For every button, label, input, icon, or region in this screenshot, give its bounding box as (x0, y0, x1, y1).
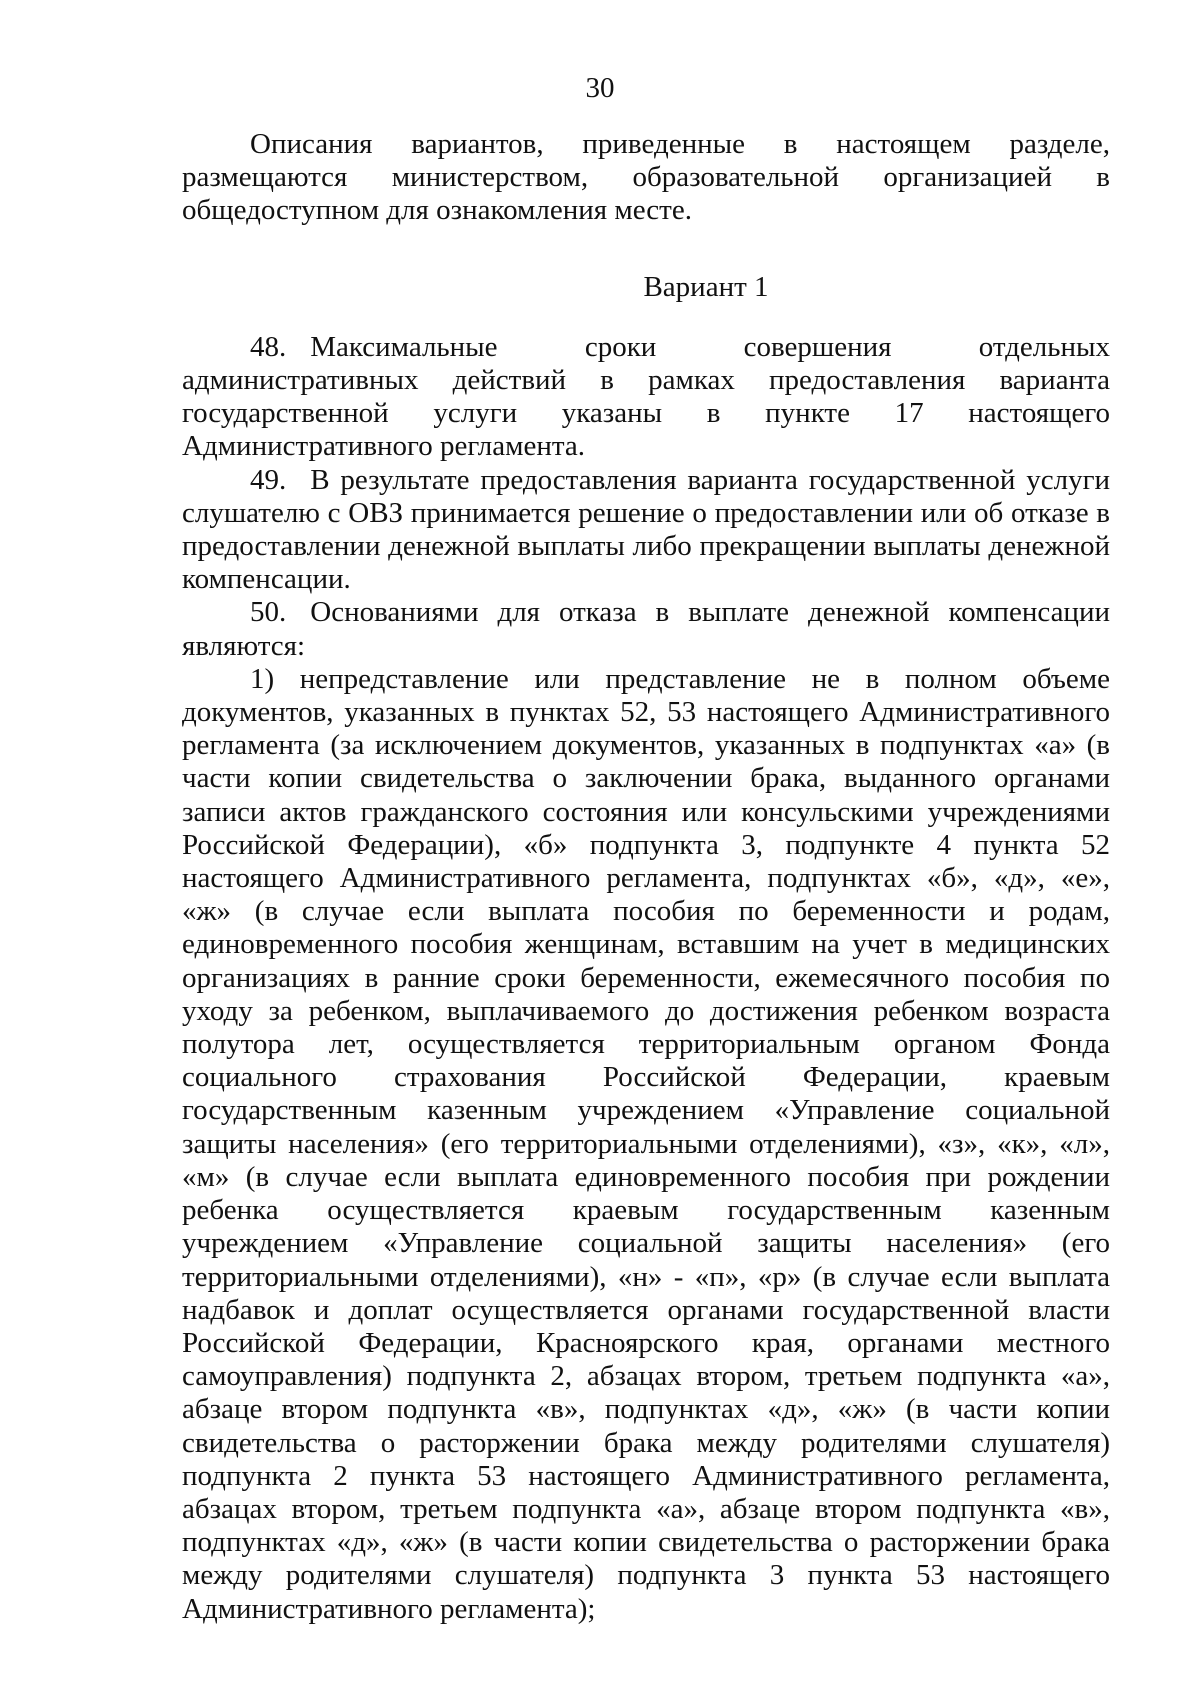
paragraph-number: 50. (250, 596, 287, 629)
paragraph-text: В результате предоставления варианта государственной услуги слушателю с ОВЗ принимается решение о предоставлении или об отказе в предоставлении денежной выплаты либо прекращении выплаты денежной компенсации. (182, 463, 1110, 596)
variant-heading: Вариант 1 (643, 270, 769, 303)
document-body (182, 128, 1110, 1626)
subitem-1: 1) непредставление или представление не в полном объеме документов, указанных в пунктах 52, 53 настоящего Административного регламента (за исключением документов, указанных в подпунктах «а» (в части копии свидетельства о заключении брака, выданного органами записи актов гражданского состояния или консульскими учреждениями Российской Федерации), «б» подпункта 3, подпункте 4 пункта 52 настоящего Административного регламента, подпунктах «б», «д», «е», «ж» (в случае если выплата пособия по беременности и родам, единовременного пособия женщинам, вставшим на учет в медицинских организациях в ранние сроки беременности, ежемесячного пособия по уходу за ребенком, выплачиваемого до достижения ребенком возраста полутора лет, осуществляется территориальным органом Фонда социального страхования Российской Федерации, краевым государственным казенным учреждением «Управление социальной защиты населения» (его территориальными отделениями), «з», «к», «л», «м» (в случае если выплата единовременного пособия при рождении ребенка осуществляется краевым государственным казенным учреждением «Управление социальной защиты населения» (его территориальными отделениями), «н» - «п», «р» (в случае если выплата надбавок и доплат осуществляется органами государственной власти Российской Федерации, Красноярского края, органами местного самоуправления) подпункта 2, абзацах втором, третьем подпункта «а», абзаце втором подпункта «в», подпунктах «д», «ж» (в части копии свидетельства о расторжении брака между родителями слушателя) подпункта 2 пункта 53 настоящего Административного регламента, абзацах втором, третьем подпункта «а», абзаце втором подпункта «в», подпунктах «д», «ж» (в части копии свидетельства о расторжении брака между родителями слушателя) подпункта 3 пункта 53 настоящего Административного регламента); (182, 662, 1110, 1625)
paragraph-49 (182, 464, 1110, 597)
page-number: 30 (585, 72, 615, 104)
intro-paragraph: Описания вариантов, приведенные в настоящем разделе, размещаются министерством, образовательной организацией в общедоступном для ознакомления месте. (182, 128, 1110, 227)
paragraph-number: 49. (250, 463, 287, 496)
paragraph-50 (182, 596, 1110, 662)
paragraph-number: 48. (250, 330, 287, 363)
paragraph-text: Максимальные сроки совершения отдельных административных действий в рамках предоставления варианта государственной услуги указаны в пункте 17 настоящего Административного регламента. (182, 330, 1110, 463)
paragraph-text: Основаниями для отказа в выплате денежной компенсации являются: (182, 596, 1110, 662)
paragraph-48 (182, 331, 1110, 464)
